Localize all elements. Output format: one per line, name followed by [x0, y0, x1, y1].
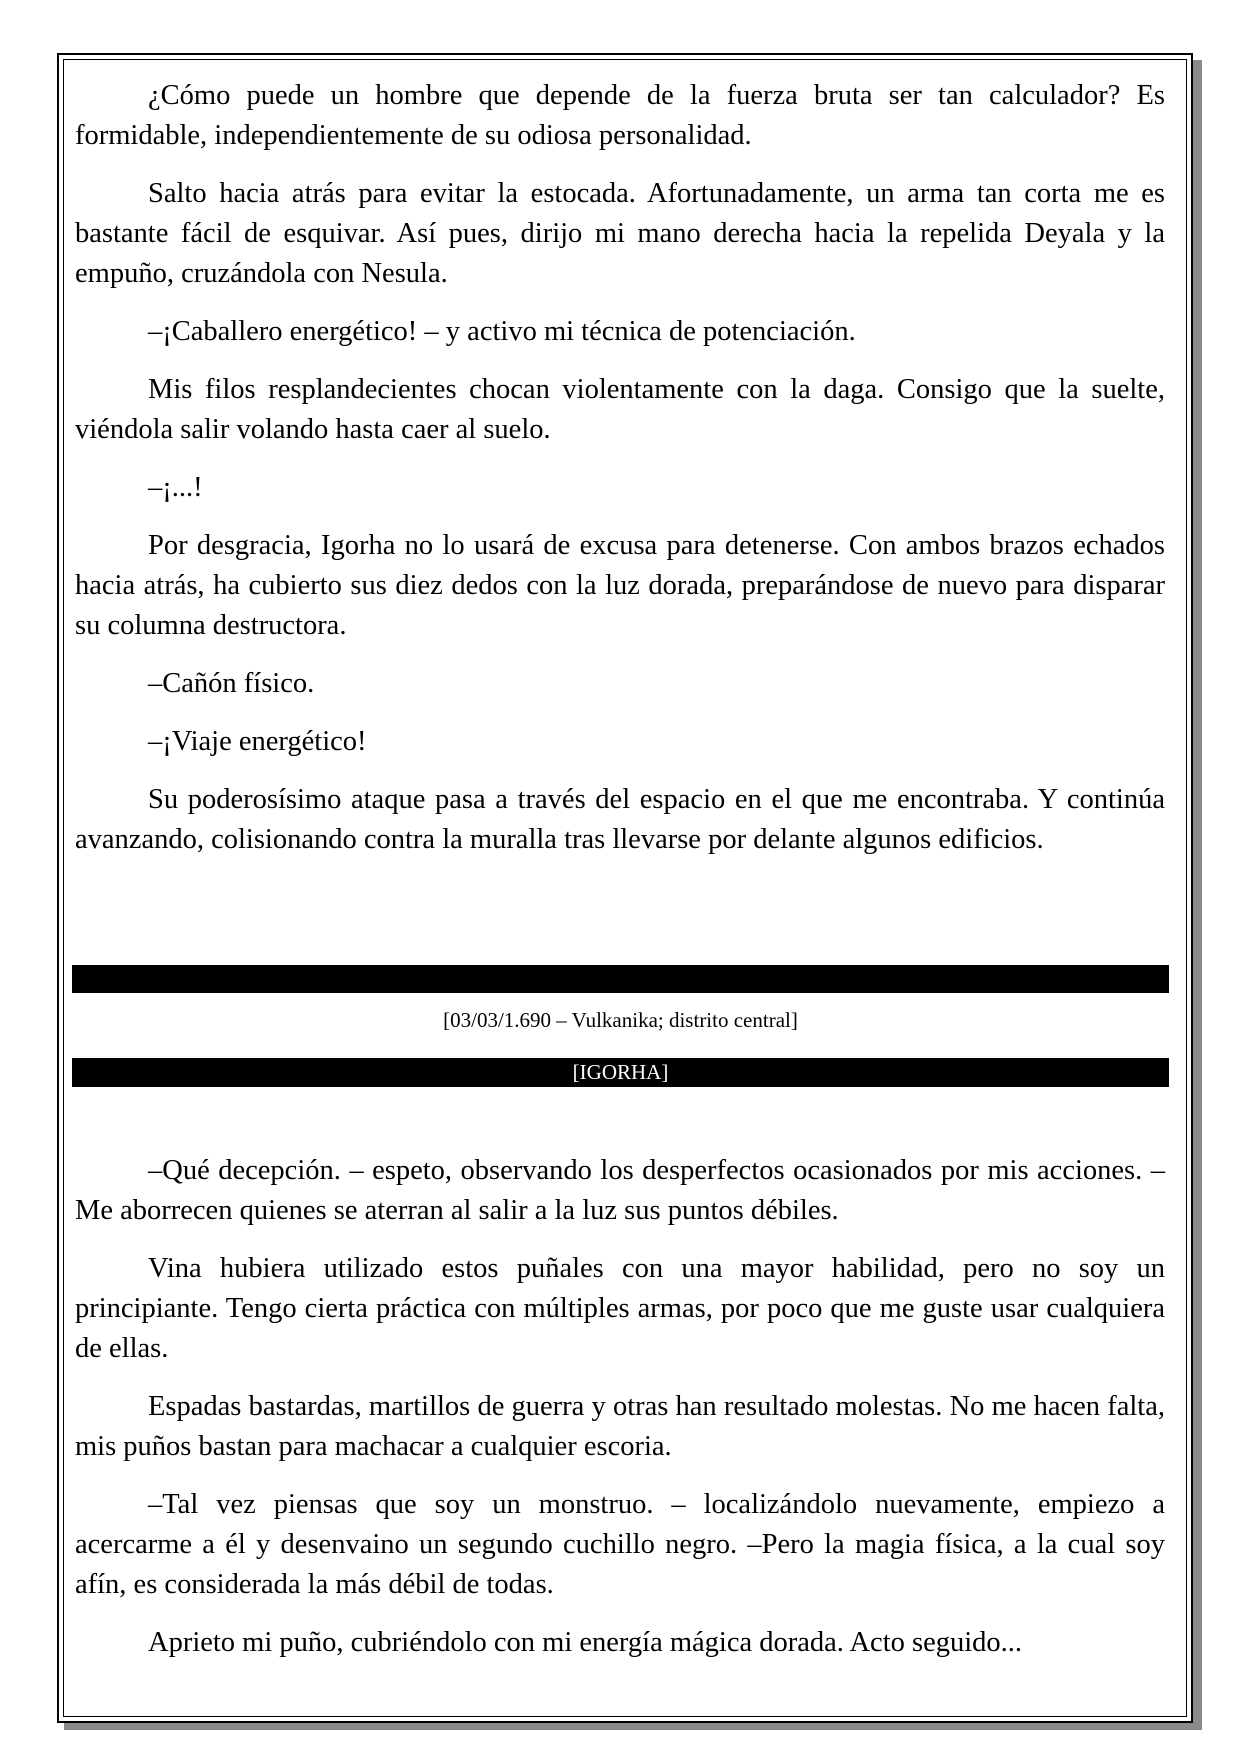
paragraph: Salto hacia atrás para evitar la estocada. Afortunadamente, un arma tan corta me es bastante fácil de esquivar. Así pues, dirijo mi mano derecha hacia la repelida Deyala y la empuño, cruzándola con Nesula.: [75, 178, 1165, 289]
paragraph: –Cañón físico.: [148, 668, 315, 699]
scene-break-bar: [72, 965, 1169, 993]
section-two-text: [75, 1151, 1165, 1681]
paragraph: ¿Cómo puede un hombre que depende de la fuerza bruta ser tan calculador? Es formidable, independientemente de su odiosa personalidad.: [75, 80, 1165, 151]
paragraph: Su poderosísimo ataque pasa a través del espacio en el que me encontraba. Y continúa avanzando, colisionando contra la muralla tras llevarse por delante algunos edificios.: [75, 784, 1165, 855]
pov-character-bar: [IGORHA]: [72, 1058, 1169, 1087]
paragraph: Por desgracia, Igorha no lo usará de excusa para detenerse. Con ambos brazos echados hacia atrás, ha cubierto sus diez dedos con la luz dorada, preparándose de nuevo para disparar su columna destructora.: [75, 530, 1165, 641]
paragraph: Aprieto mi puño, cubriéndolo con mi energía mágica dorada. Acto seguido...: [148, 1627, 1023, 1658]
scene-date-location: [03/03/1.690 – Vulkanika; distrito central]: [443, 1008, 798, 1032]
paragraph: Mis filos resplandecientes chocan violentamente con la daga. Consigo que la suelte, viéndola salir volando hasta caer al suelo.: [75, 374, 1165, 445]
paragraph: –Tal vez piensas que soy un monstruo. – localizándolo nuevamente, empiezo a acercarme a él y desenvaino un segundo cuchillo negro. –Pero la magia física, a la cual soy afín, es considerada la más débil de todas.: [75, 1489, 1165, 1600]
paragraph: –¡Caballero energético! – y activo mi técnica de potenciación.: [148, 316, 856, 347]
section-one-text: [75, 76, 1165, 878]
paragraph: –Qué decepción. – espeto, observando los desperfectos ocasionados por mis acciones. –Me aborrecen quienes se aterran al salir a la luz sus puntos débiles.: [75, 1155, 1165, 1226]
paragraph: –¡...!: [148, 472, 203, 503]
paragraph: –¡Viaje energético!: [148, 726, 367, 757]
paragraph: Vina hubiera utilizado estos puñales con una mayor habilidad, pero no soy un principiante. Tengo cierta práctica con múltiples armas, por poco que me guste usar cualquiera de ellas.: [75, 1253, 1165, 1364]
paragraph: Espadas bastardas, martillos de guerra y otras han resultado molestas. No me hacen falta, mis puños bastan para machacar a cualquier escoria.: [75, 1391, 1165, 1462]
